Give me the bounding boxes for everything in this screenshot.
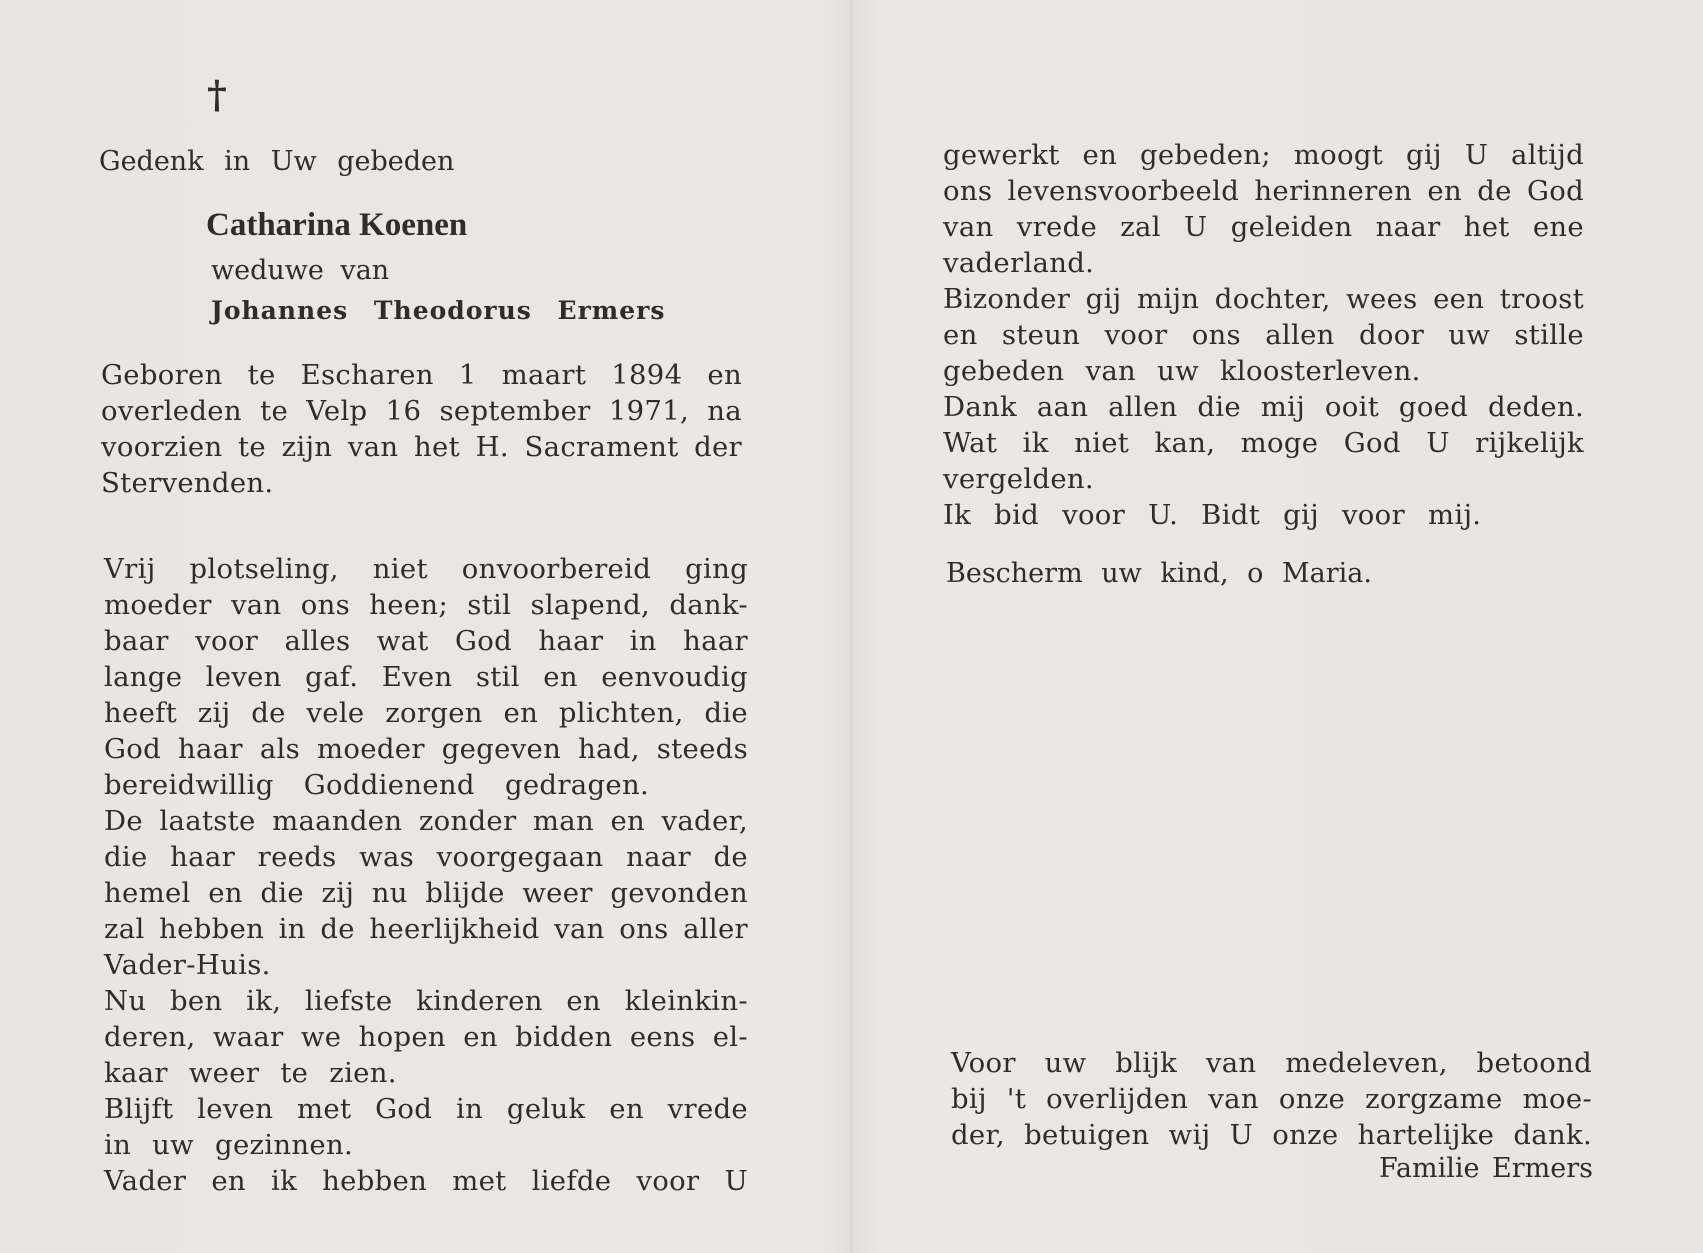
deceased-name: Catharina Koenen bbox=[206, 207, 468, 243]
text-line: overleden te Velp 16 september 1971, na bbox=[101, 395, 742, 427]
text-line: gewerkt en gebeden; moogt gij U altijd bbox=[943, 139, 1584, 171]
text-line: der, betuigen wij U onze hartelijke dank. bbox=[951, 1119, 1592, 1151]
text-line: baar voor alles wat God haar in haar bbox=[104, 625, 748, 657]
text-line: Stervenden. bbox=[101, 467, 274, 499]
husband-name: Johannes Theodorus Ermers bbox=[211, 296, 666, 325]
text-line: Voor uw blijk van medeleven, betoond bbox=[951, 1047, 1592, 1079]
text-line: Geboren te Escharen 1 maart 1894 en bbox=[101, 359, 742, 391]
text-line: gebeden van uw kloosterleven. bbox=[943, 355, 1421, 387]
text-line: van vrede zal U geleiden naar het ene bbox=[943, 211, 1584, 243]
intro-text: Gedenk in Uw gebeden bbox=[99, 146, 455, 177]
text-line: in uw gezinnen. bbox=[104, 1129, 354, 1161]
text-line: heeft zij de vele zorgen en plichten, die bbox=[104, 697, 748, 729]
text-line: ons levensvoorbeeld herinneren en de God bbox=[943, 175, 1584, 207]
text-line: Vader-Huis. bbox=[104, 949, 271, 981]
right-column-text bbox=[943, 137, 1584, 533]
text-line: Vrij plotseling, niet onvoorbereid ging bbox=[104, 553, 748, 585]
text-line: God haar als moeder gegeven had, steeds bbox=[104, 733, 748, 765]
prayer-line: Bescherm uw kind, o Maria. bbox=[946, 558, 1372, 589]
text-line: bereidwillig Goddienend gedragen. bbox=[104, 769, 649, 801]
text-line: Blijft leven met God in geluk en vrede bbox=[104, 1093, 748, 1125]
text-line: bij 't overlijden van onze zorgzame moe- bbox=[951, 1083, 1592, 1115]
left-column-text bbox=[104, 551, 748, 1199]
text-line: De laatste maanden zonder man en vader, bbox=[104, 805, 748, 837]
text-line: en steun voor ons allen door uw stille bbox=[943, 319, 1584, 351]
family-signature: Familie Ermers bbox=[1378, 1153, 1593, 1184]
text-line: voorzien te zijn van het H. Sacrament der bbox=[101, 431, 742, 463]
text-line: Dank aan allen die mij ooit goed deden. bbox=[943, 391, 1584, 423]
text-line: hemel en die zij nu blijde weer gevonden bbox=[104, 877, 748, 909]
text-line: lange leven gaf. Even stil en eenvoudig bbox=[104, 661, 748, 693]
text-line: moeder van ons heen; stil slapend, dank- bbox=[104, 589, 748, 621]
text-line: Vader en ik hebben met liefde voor U bbox=[104, 1165, 748, 1197]
text-line: Nu ben ik, liefste kinderen en kleinkin- bbox=[104, 985, 748, 1017]
text-line: Ik bid voor U. Bidt gij voor mij. bbox=[943, 499, 1482, 531]
birth-death-paragraph bbox=[101, 357, 742, 501]
text-line: zal hebben in de heerlijkheid van ons aller bbox=[104, 913, 748, 945]
text-line: Wat ik niet kan, moge God U rijkelijk bbox=[943, 427, 1584, 459]
card-fold bbox=[850, 0, 852, 1253]
text-line: die haar reeds was voorgegaan naar de bbox=[104, 841, 748, 873]
thanks-paragraph bbox=[951, 1045, 1592, 1153]
text-line: kaar weer te zien. bbox=[104, 1057, 397, 1089]
text-line: deren, waar we hopen en bidden eens el- bbox=[104, 1021, 748, 1053]
text-line: Bizonder gij mijn dochter, wees een troost bbox=[943, 283, 1584, 315]
widow-of-text: weduwe van bbox=[211, 255, 390, 286]
cross-icon: † bbox=[207, 72, 227, 117]
text-line: vergelden. bbox=[943, 463, 1094, 495]
text-line: vaderland. bbox=[943, 247, 1095, 279]
